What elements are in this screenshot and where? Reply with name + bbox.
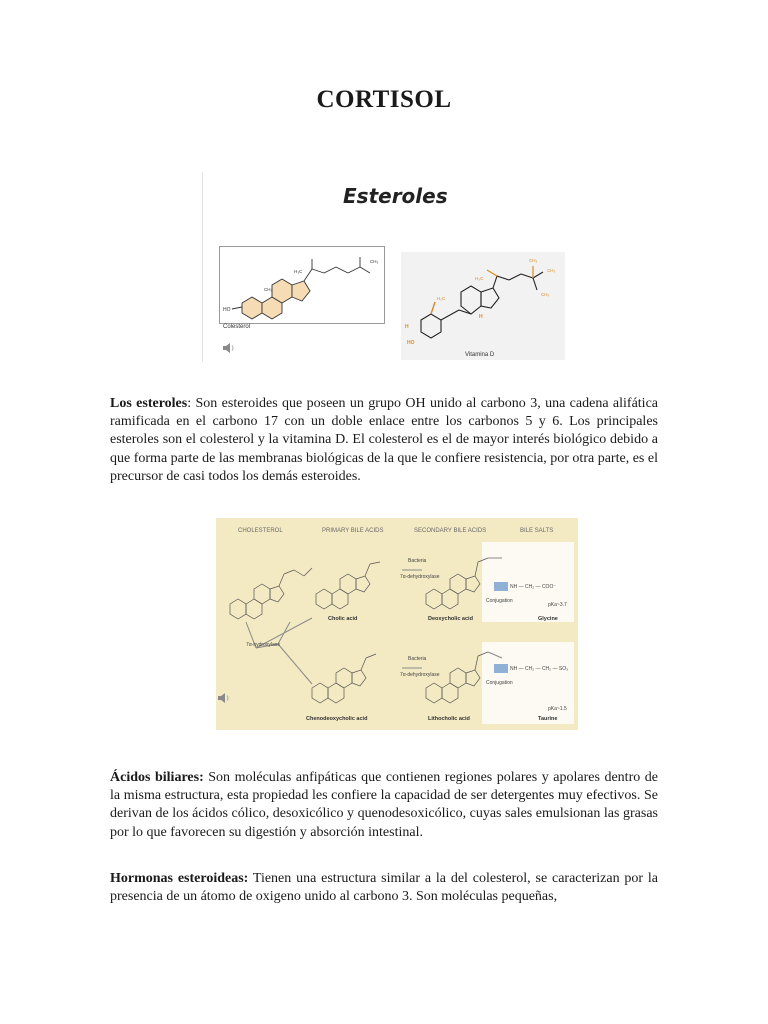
deoxycholic-acid-label: Deoxycholic acid xyxy=(428,616,473,622)
bile-acid-pathway-diagram xyxy=(216,518,578,730)
bile-acids-text: Son moléculas anfipáticas que contienen regiones polares y apolares dentro de la misma estructura, esta propiedad les confiere la capacidad de ser detergentes muy efectivos. Se derivan de los ácidos cólico, desoxicólico y quenodesoxicólico, cuyas sales emulsionan las grasas por lo que favorecen su digestión y absorción intestinal. xyxy=(110,770,658,840)
pka-label-bottom: pKa~1.5 xyxy=(548,706,567,712)
pka-label-top: pKa~3.7 xyxy=(548,602,567,608)
taurine-label: Taurine xyxy=(538,716,558,722)
svg-text:H: H xyxy=(479,314,483,320)
speaker-icon[interactable] xyxy=(221,340,237,356)
vitamin-d-structure-diagram xyxy=(401,252,565,360)
svg-text:H₃C: H₃C xyxy=(475,276,484,281)
header-cholesterol: CHOLESTEROL xyxy=(238,528,283,534)
svg-text:CH₃: CH₃ xyxy=(541,292,550,297)
lithocholic-acid-label: Lithocholic acid xyxy=(428,716,470,722)
sterols-figure xyxy=(202,172,567,362)
dehydroxylase-label-bottom: 7α-dehydroxylase xyxy=(400,672,440,678)
bacteria-label-top: Bacteria xyxy=(408,558,427,564)
dehydroxylase-label-top: 7α-dehydroxylase xyxy=(400,574,440,580)
vitamin-d-structure-panel xyxy=(401,252,565,360)
svg-text:H: H xyxy=(405,324,409,330)
taurine-chain: NH — CH₂ — CH₂ — SO₃ xyxy=(510,666,569,672)
svg-text:HO: HO xyxy=(223,307,231,313)
svg-text:CH₃: CH₃ xyxy=(264,287,273,292)
cholesterol-structure-diagram xyxy=(220,247,384,323)
sterols-text: : Son esteroides que poseen un grupo OH unido al carbono 3, una cadena alifática ramificada en el carbono 17 con un doble enlace entre los carbonos 5 y 6. Los principales esteroles son el colesterol y la vitamina D. El colesterol es el de mayor interés biológico debido a que forma parte de las membranas biológicas de la que le confiere resistencia, por otra parte, es el precursor de casi todos los demás esteroides. xyxy=(110,396,659,484)
steroid-hormones-term: Hormonas esteroideas: xyxy=(110,871,249,886)
header-secondary-bile-acids: SECONDARY BILE ACIDS xyxy=(414,528,487,534)
cholesterol-structure-panel xyxy=(219,246,385,324)
svg-text:CH₃: CH₃ xyxy=(370,259,379,264)
svg-text:H₃C: H₃C xyxy=(294,269,303,274)
conjugation-label-bottom: Conjugation xyxy=(486,680,513,686)
glycine-label: Glycine xyxy=(538,616,558,622)
bile-acids-term: Ácidos biliares: xyxy=(110,770,204,785)
sterols-term: Los esteroles xyxy=(110,396,188,411)
bile-acids-paragraph xyxy=(110,769,658,842)
cholic-acid-label: Cholic acid xyxy=(328,616,358,622)
enzyme-label: 7α-hydroxylase xyxy=(246,642,281,648)
svg-text:CH₃: CH₃ xyxy=(529,258,538,263)
cholesterol-caption: Colesterol xyxy=(223,324,251,330)
steroid-hormones-text: Tienen una estructura similar a la del colesterol, se caracterizan por la presencia de un átomo de oxigeno unido al carbono 3. Son moléculas pequeñas, xyxy=(110,871,658,905)
conjugation-label-top: Conjugation xyxy=(486,598,513,604)
header-primary-bile-acids: PRIMARY BILE ACIDS xyxy=(322,528,384,534)
glycine-chain: NH — CH₂ — COO⁻ xyxy=(510,584,556,590)
sterols-figure-heading: Esteroles xyxy=(343,184,448,208)
chenodeoxycholic-acid-label: Chenodeoxycholic acid xyxy=(306,716,368,722)
svg-text:CH₃: CH₃ xyxy=(547,268,556,273)
svg-text:HO: HO xyxy=(407,340,415,346)
page-title: CORTISOL xyxy=(316,86,452,113)
bile-acids-figure xyxy=(216,518,578,730)
header-bile-salts: BILE SALTS xyxy=(520,528,554,534)
bacteria-label-bottom: Bacteria xyxy=(408,656,427,662)
steroid-hormones-paragraph xyxy=(110,870,658,906)
speaker-icon[interactable] xyxy=(216,690,232,706)
sterols-paragraph xyxy=(110,395,658,486)
svg-text:H₂C: H₂C xyxy=(437,296,446,301)
vitamin-d-caption: Vitamina D xyxy=(465,352,495,358)
